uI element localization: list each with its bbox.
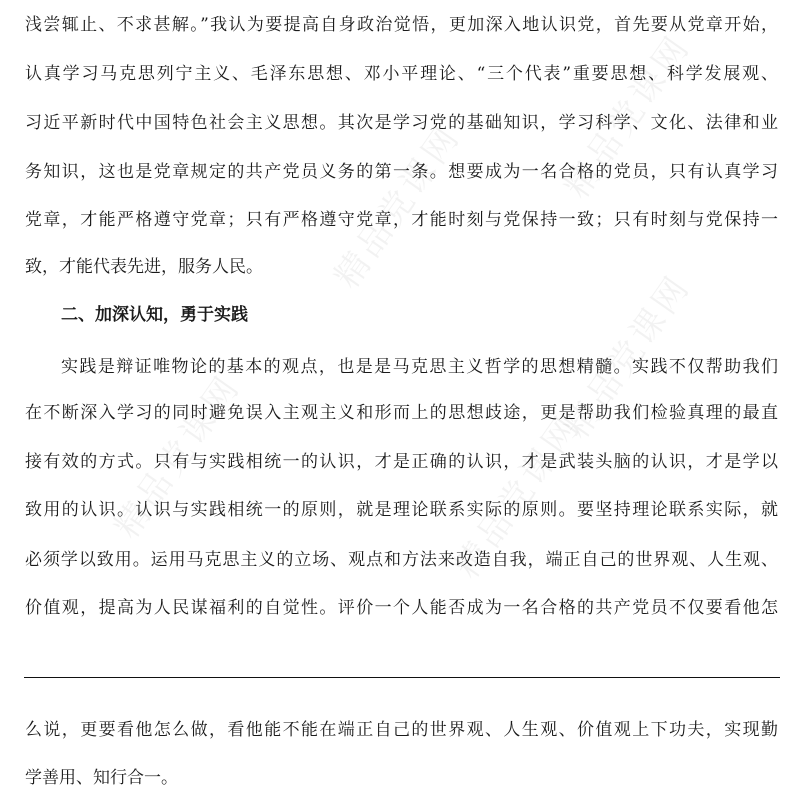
- watermark-text: 精品党课网: [556, 27, 699, 206]
- text-line: 必须学以致用。运用马克思主义的立场、观点和方法来改造自我，端正自己的世界观、人生观、: [25, 550, 778, 570]
- text-line: 务知识，这也是党章规定的共产党员义务的第一条。想要成为一名合格的党员，只有认真学习: [25, 162, 778, 182]
- text-line: 党章，才能严格遵守党章；只有严格遵守党章，才能时刻与党保持一致；只有时刻与党保持一: [25, 210, 778, 230]
- watermark-text: 精品党课网: [326, 117, 469, 296]
- text-line: 么说，更要看他怎么做，看他能不能在端正自己的世界观、人生观、价值观上下功夫，实现勤: [25, 720, 778, 740]
- text-line: 致，才能代表先进，服务人民。: [25, 257, 263, 277]
- text-line: 实践是辩证唯物论的基本的观点，也是是马克思主义哲学的思想精髓。实践不仅帮助我们: [61, 357, 778, 377]
- text-line: 学善用、知行合一。: [25, 768, 178, 788]
- text-line: 致用的认识。认识与实践相统一的原则，就是理论联系实际的原则。要坚持理论联系实际，就: [25, 500, 778, 520]
- watermark-text: 精品党课网: [106, 367, 249, 546]
- page-break-divider: [24, 677, 780, 678]
- text-line: 认真学习马克思列宁主义、毛泽东思想、邓小平理论、“三个代表”重要思想、科学发展观、: [25, 64, 778, 84]
- text-line: 在不断深入学习的同时避免误入主观主义和形而上的思想歧途，更是帮助我们检验真理的最直: [25, 403, 778, 423]
- text-line: 浅尝辄止、不求甚解。”我认为要提高自身政治觉悟，更加深入地认识党，首先要从党章开始，: [25, 15, 778, 35]
- text-line: 习近平新时代中国特色社会主义思想。其次是学习党的基础知识，学习科学、文化、法律和业: [25, 113, 778, 133]
- watermark-text: 精品党课网: [446, 407, 589, 586]
- section-heading: 二、加深认知，勇于实践: [61, 305, 248, 325]
- text-line: 价值观，提高为人民谋福利的自觉性。评价一个人能否成为一名合格的共产党员不仅要看他怎: [25, 598, 778, 618]
- text-line: 接有效的方式。只有与实践相统一的认识，才是正确的认识，才是武装头脑的认识，才是学以: [25, 452, 778, 472]
- watermark-text: 精品党课网: [556, 267, 699, 446]
